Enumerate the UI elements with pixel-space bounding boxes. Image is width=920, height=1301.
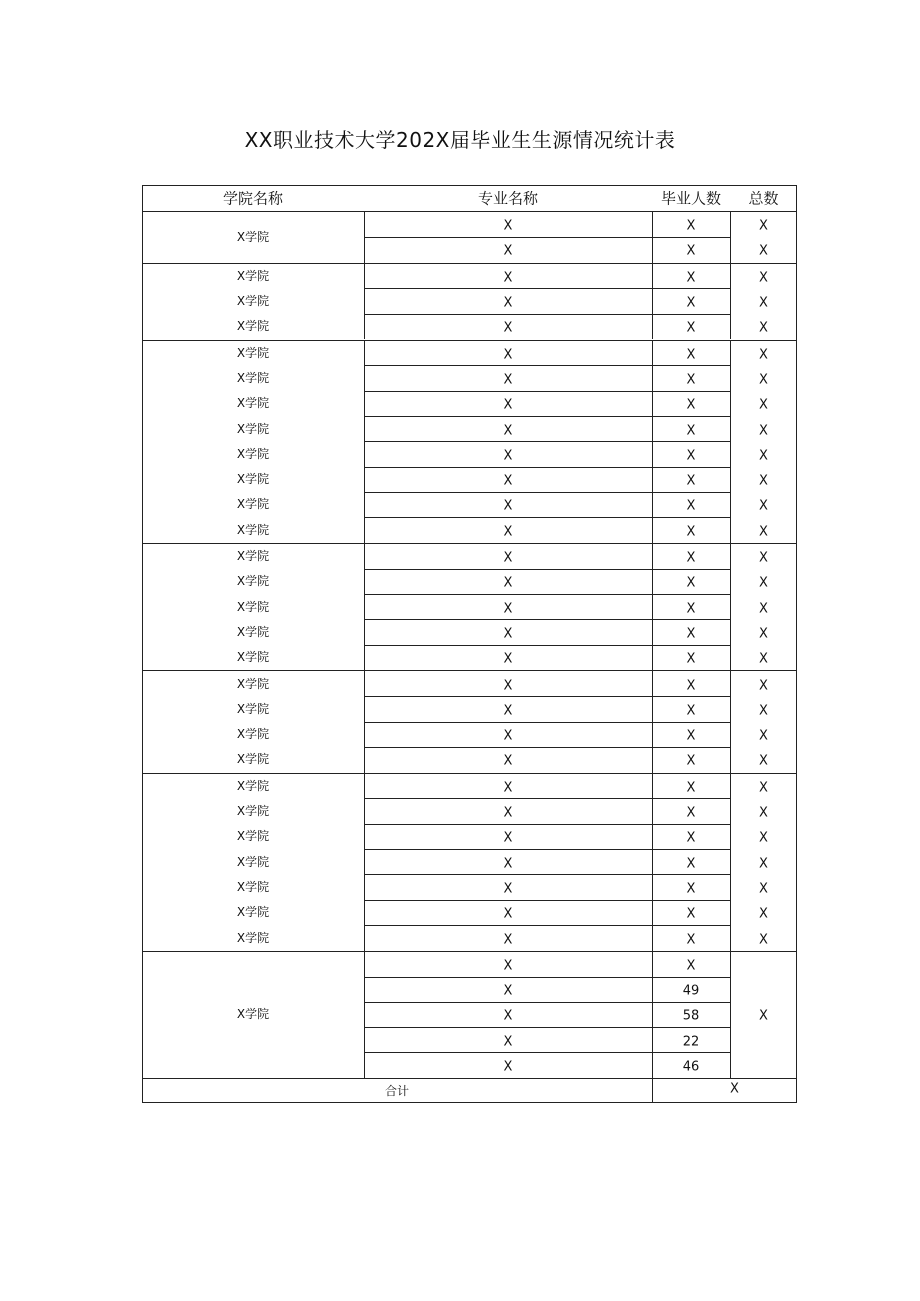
graduates-cell: X (686, 295, 696, 311)
group-divider (142, 263, 797, 264)
total-cell: X (759, 881, 768, 897)
total-cell: X (759, 856, 768, 872)
major-cell: X (503, 728, 513, 744)
row-divider (364, 824, 730, 825)
row-divider (364, 441, 730, 442)
college-name: X学院 (236, 497, 270, 512)
column-divider (730, 951, 731, 1079)
table-border-top (142, 185, 797, 186)
row-divider (364, 900, 730, 901)
column-divider (730, 543, 731, 671)
college-name: X学院 (236, 624, 270, 639)
college-name: X学院 (236, 472, 270, 487)
group-divider (142, 773, 797, 774)
graduates-cell: X (686, 601, 696, 617)
row-divider (364, 645, 730, 646)
graduates-cell: X (686, 881, 696, 897)
college-name: X学院 (236, 522, 270, 537)
column-divider (364, 951, 365, 1079)
row-divider (364, 288, 730, 289)
total-cell: X (759, 372, 768, 388)
major-cell: X (503, 524, 513, 540)
graduates-cell: X (686, 524, 696, 540)
row-divider (364, 722, 730, 723)
college-name: X学院 (236, 345, 270, 360)
group-divider (142, 543, 797, 544)
graduates-cell: X (686, 550, 696, 566)
major-cell: X (503, 243, 513, 259)
graduates-cell: 49 (682, 983, 700, 999)
graduates-cell: X (686, 498, 696, 514)
major-cell: X (503, 805, 513, 821)
college-name: X学院 (236, 676, 270, 691)
row-divider (364, 798, 730, 799)
major-cell: X (503, 295, 513, 311)
college-name: X学院 (236, 1007, 270, 1022)
college-name: X学院 (236, 268, 270, 283)
graduates-cell: X (686, 347, 696, 363)
total-cell: X (759, 753, 768, 769)
row-divider (364, 849, 730, 850)
total-cell: X (759, 218, 768, 234)
graduates-cell: X (686, 703, 696, 719)
table-border-left (142, 185, 143, 1103)
major-cell: X (503, 550, 513, 566)
major-cell: X (503, 1034, 513, 1050)
total-cell: X (759, 320, 768, 336)
graduates-cell: X (686, 626, 696, 642)
row-divider (364, 365, 730, 366)
graduates-cell: X (686, 397, 696, 413)
total-cell: X (759, 498, 768, 514)
total-cell: X (759, 397, 768, 413)
graduates-cell: X (686, 805, 696, 821)
row-divider (364, 747, 730, 748)
college-name: X学院 (236, 778, 270, 793)
graduates-cell: X (686, 753, 696, 769)
page-title: XX职业技术大学202X届毕业生生源情况统计表 (244, 128, 676, 152)
column-divider (364, 263, 365, 340)
graduates-cell: X (686, 830, 696, 846)
column-divider (730, 263, 731, 340)
college-name: X学院 (236, 752, 270, 767)
total-cell: X (759, 805, 768, 821)
column-divider (730, 211, 731, 263)
row-divider (364, 1002, 730, 1003)
graduates-cell: 46 (682, 1059, 700, 1075)
row-divider (364, 594, 730, 595)
college-name: X学院 (236, 804, 270, 819)
major-cell: X (503, 397, 513, 413)
column-divider (730, 340, 731, 543)
graduates-cell: X (686, 372, 696, 388)
major-cell: X (503, 881, 513, 897)
column-divider (652, 263, 653, 340)
college-name: X学院 (236, 319, 270, 334)
total-cell: X (759, 601, 768, 617)
statistics-table (142, 185, 797, 1103)
total-cell: X (759, 1008, 768, 1024)
major-cell: X (503, 575, 513, 591)
row-divider (364, 391, 730, 392)
row-divider (364, 569, 730, 570)
graduates-cell: X (686, 320, 696, 336)
major-cell: X (503, 423, 513, 439)
row-divider (364, 925, 730, 926)
column-divider (730, 670, 731, 772)
total-cell: X (759, 703, 768, 719)
major-cell: X (503, 320, 513, 336)
total-cell: X (759, 830, 768, 846)
total-cell: X (759, 651, 768, 667)
college-name: X学院 (236, 370, 270, 385)
total-cell: X (759, 423, 768, 439)
total-cell: X (759, 678, 768, 694)
college-name: X学院 (236, 446, 270, 461)
college-name: X学院 (236, 905, 270, 920)
major-cell: X (503, 601, 513, 617)
total-cell: X (759, 906, 768, 922)
row-divider (364, 874, 730, 875)
graduates-cell: X (686, 448, 696, 464)
major-cell: X (503, 856, 513, 872)
graduates-cell: X (686, 423, 696, 439)
major-cell: X (503, 347, 513, 363)
college-name: X学院 (236, 701, 270, 716)
graduates-cell: X (686, 856, 696, 872)
major-cell: X (503, 1008, 513, 1024)
graduates-cell: X (686, 678, 696, 694)
total-cell: X (759, 932, 768, 948)
total-cell: X (759, 448, 768, 464)
total-cell: X (759, 728, 768, 744)
graduates-cell: X (686, 270, 696, 286)
row-divider (364, 492, 730, 493)
row-divider (364, 237, 730, 238)
footer-label: 合计 (384, 1083, 410, 1098)
major-cell: X (503, 218, 513, 234)
column-divider (652, 1078, 653, 1103)
major-cell: X (503, 626, 513, 642)
group-divider (142, 670, 797, 671)
group-divider (142, 1078, 797, 1079)
major-cell: X (503, 753, 513, 769)
college-name: X学院 (236, 599, 270, 614)
major-cell: X (503, 983, 513, 999)
college-name: X学院 (236, 574, 270, 589)
graduates-cell: X (686, 932, 696, 948)
college-name: X学院 (236, 854, 270, 869)
college-name: X学院 (236, 421, 270, 436)
group-divider (142, 340, 797, 341)
graduates-cell: X (686, 651, 696, 667)
major-cell: X (503, 270, 513, 286)
total-cell: X (759, 295, 768, 311)
college-name: X学院 (236, 294, 270, 309)
row-divider (364, 1027, 730, 1028)
major-cell: X (503, 498, 513, 514)
graduates-cell: X (686, 906, 696, 922)
row-divider (364, 314, 730, 315)
row-divider (364, 517, 730, 518)
college-name: X学院 (236, 727, 270, 742)
graduates-cell: X (686, 243, 696, 259)
column-divider (730, 773, 731, 951)
header-total: 总数 (748, 189, 779, 208)
major-cell: X (503, 780, 513, 796)
total-cell: X (759, 780, 768, 796)
major-cell: X (503, 932, 513, 948)
graduates-cell: X (686, 575, 696, 591)
college-name: X学院 (236, 930, 270, 945)
major-cell: X (503, 473, 513, 489)
row-divider (364, 1052, 730, 1053)
total-cell: X (759, 473, 768, 489)
graduates-cell: X (686, 218, 696, 234)
header-graduates: 毕业人数 (660, 189, 722, 208)
graduates-cell: X (686, 473, 696, 489)
header-college: 学院名称 (222, 189, 284, 208)
major-cell: X (503, 678, 513, 694)
major-cell: X (503, 372, 513, 388)
major-cell: X (503, 448, 513, 464)
major-cell: X (503, 1059, 513, 1075)
major-cell: X (503, 703, 513, 719)
graduates-cell: X (686, 958, 696, 974)
major-cell: X (503, 830, 513, 846)
graduates-cell: X (686, 728, 696, 744)
total-cell: X (759, 626, 768, 642)
major-cell: X (503, 958, 513, 974)
column-divider (652, 543, 653, 671)
graduates-cell: X (686, 780, 696, 796)
college-name: X学院 (236, 829, 270, 844)
column-divider (652, 951, 653, 1079)
graduates-cell: 58 (682, 1008, 700, 1024)
table-border-bottom (142, 1102, 797, 1103)
header-major: 专业名称 (477, 189, 539, 208)
row-divider (364, 467, 730, 468)
group-divider (142, 951, 797, 952)
row-divider (364, 619, 730, 620)
college-name: X学院 (236, 549, 270, 564)
college-name: X学院 (236, 879, 270, 894)
row-divider (364, 696, 730, 697)
row-divider (364, 977, 730, 978)
total-cell: X (759, 243, 768, 259)
college-name: X学院 (236, 229, 270, 244)
row-divider (364, 416, 730, 417)
graduates-cell: 22 (682, 1034, 700, 1050)
major-cell: X (503, 651, 513, 667)
college-name: X学院 (236, 650, 270, 665)
column-divider (364, 543, 365, 671)
footer-value: X (730, 1081, 739, 1097)
total-cell: X (759, 524, 768, 540)
total-cell: X (759, 270, 768, 286)
college-name: X学院 (236, 396, 270, 411)
major-cell: X (503, 906, 513, 922)
total-cell: X (759, 347, 768, 363)
total-cell: X (759, 575, 768, 591)
total-cell: X (759, 550, 768, 566)
header-divider (142, 211, 797, 212)
table-border-right (796, 185, 797, 1103)
